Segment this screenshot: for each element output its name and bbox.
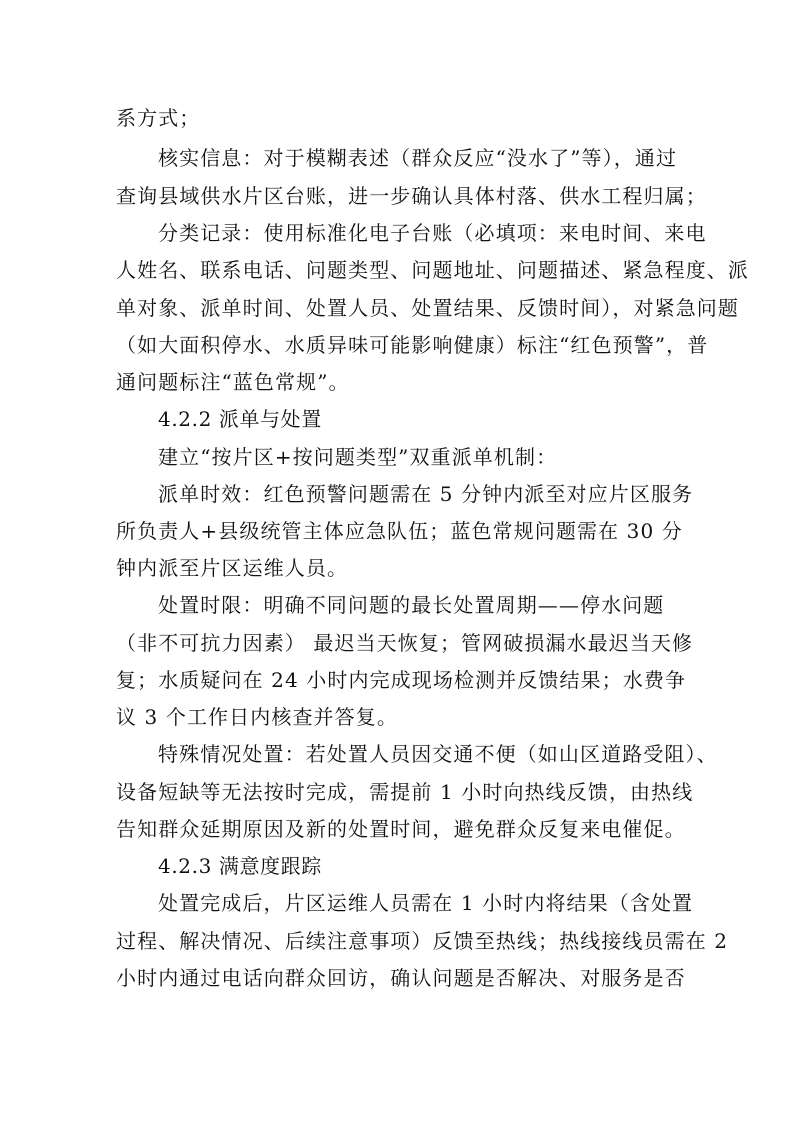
- text-line: 通问题标注“蓝色常规”。: [116, 370, 350, 394]
- text-line: 设备短缺等无法按时完成，需提前 1 小时向热线反馈，由热线: [116, 780, 694, 804]
- text-line: 特殊情况处置：若处置人员因交通不便（如山区道路受阻）、: [158, 742, 718, 766]
- text-line: 查询县域供水片区台账，进一步确认具体村落、供水工程归属；: [116, 184, 707, 208]
- text-line: 处置完成后，片区运维人员需在 1 小时内将结果（含处置: [158, 891, 694, 915]
- text-line: 复；水质疑问在 24 小时内完成现场检测并反馈结果；水费争: [116, 668, 687, 692]
- text-line: 过程、解决情况、后续注意事项）反馈至热线；热线接线员需在 2: [116, 929, 729, 953]
- text-line: 告知群众延期原因及新的处置时间，避免群众反复来电催促。: [116, 817, 686, 841]
- section-heading: 4.2.3 满意度跟踪: [158, 854, 322, 878]
- text-line: 分类记录：使用标准化电子台账（必填项：来电时间、来电: [158, 221, 707, 245]
- text-line: （非不可抗力因素） 最迟当天恢复；管网破损漏水最迟当天修: [116, 631, 694, 655]
- text-line: 单对象、派单时间、处置人员、处置结果、反馈时间），对紧急问题: [116, 296, 739, 320]
- text-line: 钟内派至片区运维人员。: [116, 556, 349, 580]
- text-line: 小时内通过电话向群众回访，确认问题是否解决、对服务是否: [116, 966, 686, 990]
- section-heading: 4.2.2 派单与处置: [158, 407, 322, 431]
- text-line: 人姓名、联系电话、问题类型、问题地址、问题描述、紧急程度、派: [116, 258, 749, 282]
- text-line: 派单时效：红色预警问题需在 5 分钟内派至对应片区服务: [158, 482, 694, 506]
- text-line: 系方式；: [116, 106, 201, 130]
- text-line: 核实信息：对于模糊表述（群众反应“没水了”等），通过: [158, 146, 678, 170]
- text-line: 处置时限：明确不同问题的最长处置周期——停水问题: [158, 593, 665, 617]
- text-line: 所负责人+县级统管主体应急队伍；蓝色常规问题需在 30 分: [116, 519, 683, 543]
- text-line: 建立“按片区+按问题类型”双重派单机制：: [158, 445, 558, 469]
- text-line: 议 3 个工作日内核查并答复。: [116, 705, 398, 729]
- text-line: （如大面积停水、水质异味可能影响健康）标注“红色预警”，普: [116, 333, 709, 357]
